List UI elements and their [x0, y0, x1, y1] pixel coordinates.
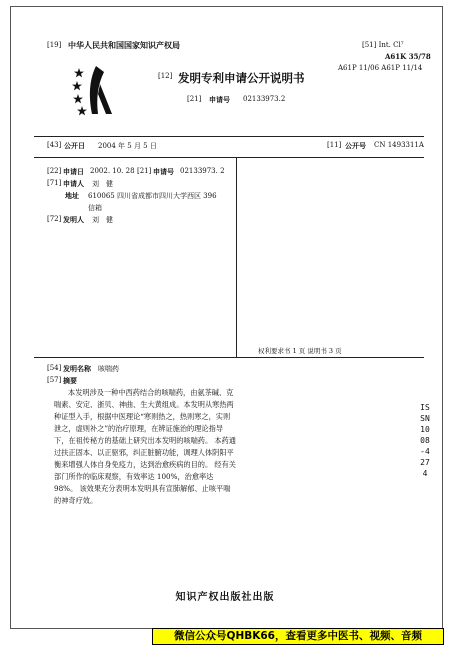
- divider-bottom: [34, 357, 424, 358]
- pub-no-label: 公开号: [345, 141, 366, 150]
- abstract-code: [57]: [47, 376, 62, 384]
- inventor-code: [72]: [47, 215, 62, 223]
- page-info: 权利要求书 1 页 说明书 3 页: [258, 347, 342, 355]
- pub-no: CN 1493311A: [374, 141, 424, 149]
- logo-stroke: [98, 84, 112, 114]
- issn-vertical: ISSN1008-4274: [420, 403, 430, 478]
- abstract-text: 本发明涉及一种中西药结合的咳喘药，由氨茶碱、克喘素、安定、浙贝、神曲、生大黄组成。本发明从寒热两种证型入手，根据中医理论“寒则热之，热则寒之，实则泄之，虚则补之”的治疗原理，在辨证施治的理论指导下，在祖传秘方的基础上研究出本发明的咳喘药。 本药通过扶正固本、以正驱邪，纠正脏腑功能，调理人体阴阳平衡来增强人体自身免疫力，达到治愈疾病的目的。 经有关部门所作的临床观察，有效率达 100%，治愈率达 98%。 该效果充分表明本发明具有宣肺解郁、止咳平喘的神奇疗效。: [54, 388, 236, 505]
- logo-star-3: [73, 94, 83, 103]
- filing-code: [22]: [47, 167, 62, 175]
- applicant-label: 申请人: [63, 179, 84, 188]
- filing-appno-label: 申请号: [153, 167, 174, 176]
- abstract-label: 摘要: [63, 376, 77, 385]
- sipo-logo: [70, 64, 120, 116]
- applicant-code: [71]: [47, 179, 62, 187]
- pub-date: 2004 年 5 月 5 日: [98, 142, 157, 150]
- app-no-label: 申请号: [209, 95, 230, 104]
- pub-date-code: [43]: [47, 141, 62, 149]
- pub-no-code: [11]: [327, 141, 342, 149]
- int-cl-code: [51] Int. Cl⁷: [362, 41, 404, 49]
- logo-star-2: [72, 81, 82, 90]
- applicant: 刘 健: [92, 180, 113, 188]
- doc-type: 发明专利申请公开说明书: [178, 71, 305, 85]
- filing-appno: 02133973. 2: [180, 167, 225, 175]
- app-no: 02133973.2: [243, 95, 286, 103]
- doc-type-code: [12]: [158, 72, 173, 80]
- publisher: 知识产权出版社出版: [175, 592, 275, 603]
- inventor-label: 发明人: [63, 215, 84, 224]
- filing-appno-code: [21]: [137, 167, 152, 175]
- address-label: 地址: [65, 191, 79, 200]
- title-label: 发明名称: [63, 364, 91, 373]
- inventor: 刘 健: [92, 216, 113, 224]
- office-code: [19]: [47, 41, 62, 49]
- app-no-code: [21]: [187, 95, 202, 103]
- office-name: 中华人民共和国国家知识产权局: [68, 41, 180, 50]
- pub-date-label: 公开日: [64, 141, 85, 150]
- title-code: [54]: [47, 364, 62, 372]
- divider-top: [34, 136, 424, 137]
- logo-star-4: [77, 106, 87, 115]
- logo-star-1: [74, 68, 84, 77]
- column-divider: [236, 157, 237, 357]
- wechat-banner[interactable]: 微信公众号QHBK66，查看更多中医书、视频、音频: [152, 628, 444, 645]
- address-line2: 信箱: [88, 204, 102, 212]
- filing-label: 申请日: [63, 167, 84, 176]
- int-cl-main: A61K 35/78: [385, 52, 431, 61]
- int-cl-secondary: A61P 11/06 A61P 11/14: [338, 64, 423, 72]
- title-text: 咳喘药: [98, 365, 119, 373]
- filing-date: 2002. 10. 28: [90, 167, 135, 175]
- address-line1: 610065 四川省成都市四川大学西区 396: [88, 192, 217, 200]
- divider-pub: [34, 157, 424, 158]
